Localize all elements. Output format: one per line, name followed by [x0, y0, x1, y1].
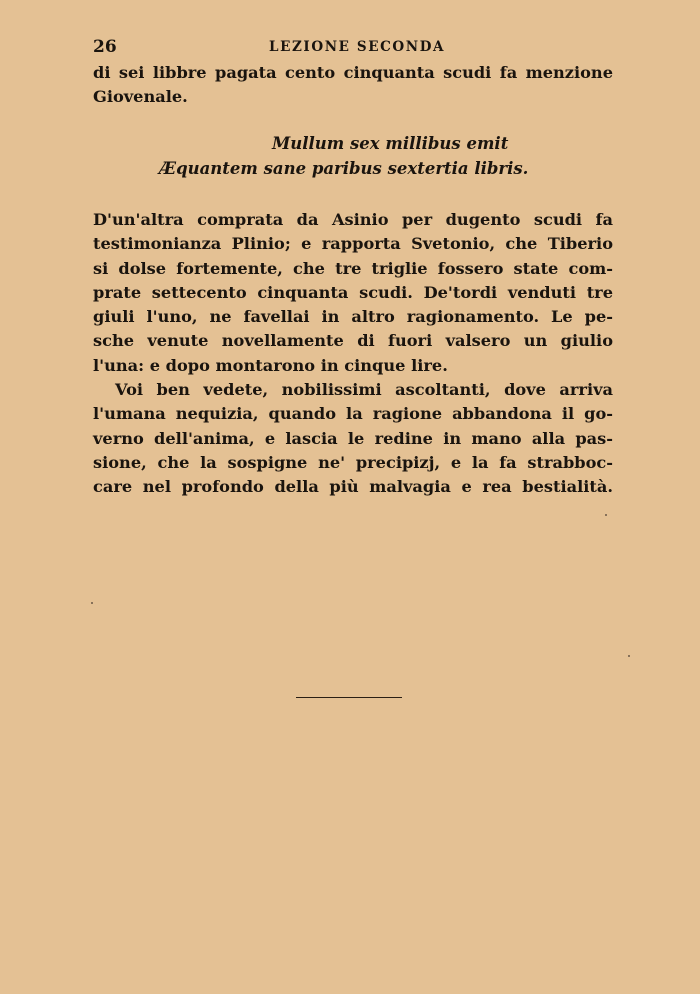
text-line: giuli l'uno, ne favellai in altro ragionamento. Le pe-: [93, 307, 613, 327]
text-line: Voi ben vedete, nobilissimi ascoltanti, dove arriva: [115, 380, 613, 400]
text-line: l'una: e dopo montarono in cinque lire.: [93, 355, 448, 375]
end-rule: [296, 697, 402, 698]
paper-speck: [605, 514, 607, 516]
paper-speck: [91, 602, 93, 604]
paragraph-continued: [93, 61, 613, 110]
text-line: testimonianza Plinio; e rapporta Svetonio, che Tiberio: [93, 234, 613, 254]
chapter-title: LEZIONE SECONDA: [269, 39, 446, 55]
text-line: sione, che la sospigne ne' precipizj, e la fa strabboc-: [93, 452, 613, 472]
main-text: [93, 208, 613, 500]
text-line: di sei libbre pagata cento cinquanta scudi fa menzione: [93, 63, 613, 82]
text-line: l'umana nequizia, quando la ragione abbandona il go-: [93, 404, 613, 424]
paper-speck: [628, 655, 630, 657]
text-line: D'un'altra comprata da Asinio per dugento scudi fa: [93, 210, 613, 229]
page-number: 26: [93, 37, 117, 57]
text-line: verno dell'anima, e lascia le redine in mano alla pas-: [93, 428, 613, 448]
text-line: care nel profondo della più malvagia e rea bestialità.: [93, 477, 613, 497]
text-line: Giovenale.: [93, 87, 188, 107]
latin-quote-line: Mullum sex millibus emit: [272, 134, 509, 153]
text-line: si dolse fortemente, che tre triglie fossero state com-: [93, 258, 613, 278]
running-head: [93, 37, 611, 59]
text-line: sche venute novellamente di fuori valsero un giulio: [93, 331, 613, 351]
text-line: prate settecento cinquanta scudi. De'tordi venduti tre: [93, 282, 613, 302]
latin-quote-line: Æquantem sane paribus sextertia libris.: [159, 159, 529, 178]
